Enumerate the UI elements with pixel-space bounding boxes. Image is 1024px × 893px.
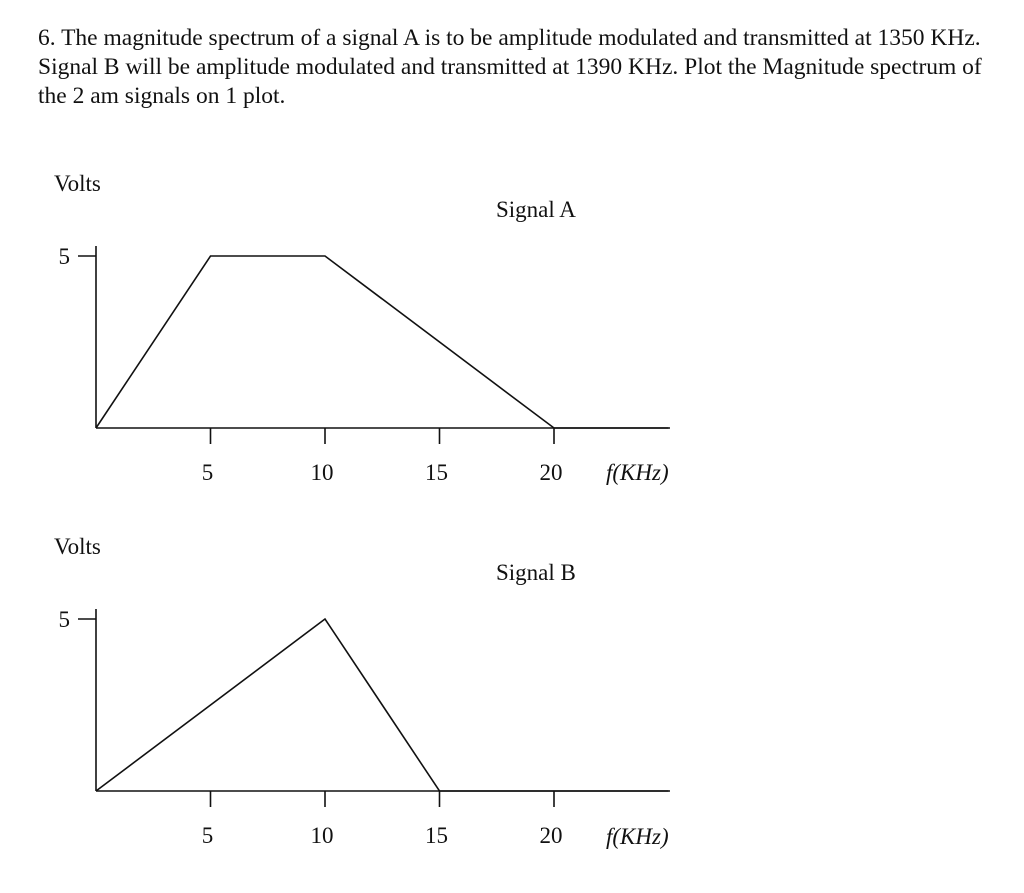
chart-title: Signal B <box>496 560 576 585</box>
x-axis-label: f(KHz) <box>606 824 669 849</box>
x-tick-label: 10 <box>310 460 334 485</box>
spectrum-line <box>96 256 669 428</box>
x-tick-label: 15 <box>425 823 448 848</box>
y-axis-label: Volts <box>54 171 101 196</box>
x-tick-label: 5 <box>201 823 214 848</box>
y-tick-label: 5 <box>58 607 70 632</box>
signal-a-plot <box>0 165 1024 495</box>
x-axis-label: f(KHz) <box>606 460 669 485</box>
y-axis-label: Volts <box>54 534 101 559</box>
spectrum-line <box>96 619 669 791</box>
problem-statement: 6. The magnitude spectrum of a signal A is to be amplitude modulated and transmitted at 1350 KHz. Signal B will be amplitude modulated and transmitted at 1390 KHz. Plot the Magnitude spectrum of the 2 am signals on 1 plot. <box>38 25 982 109</box>
x-tick-label: 5 <box>201 460 214 485</box>
x-tick-label: 15 <box>425 460 448 485</box>
x-tick-label: 20 <box>539 823 563 848</box>
x-tick-label: 10 <box>310 823 334 848</box>
y-tick-label: 5 <box>58 244 70 269</box>
x-tick-label: 20 <box>539 460 563 485</box>
chart-title: Signal A <box>496 197 576 222</box>
signal-b-plot <box>0 528 1024 858</box>
